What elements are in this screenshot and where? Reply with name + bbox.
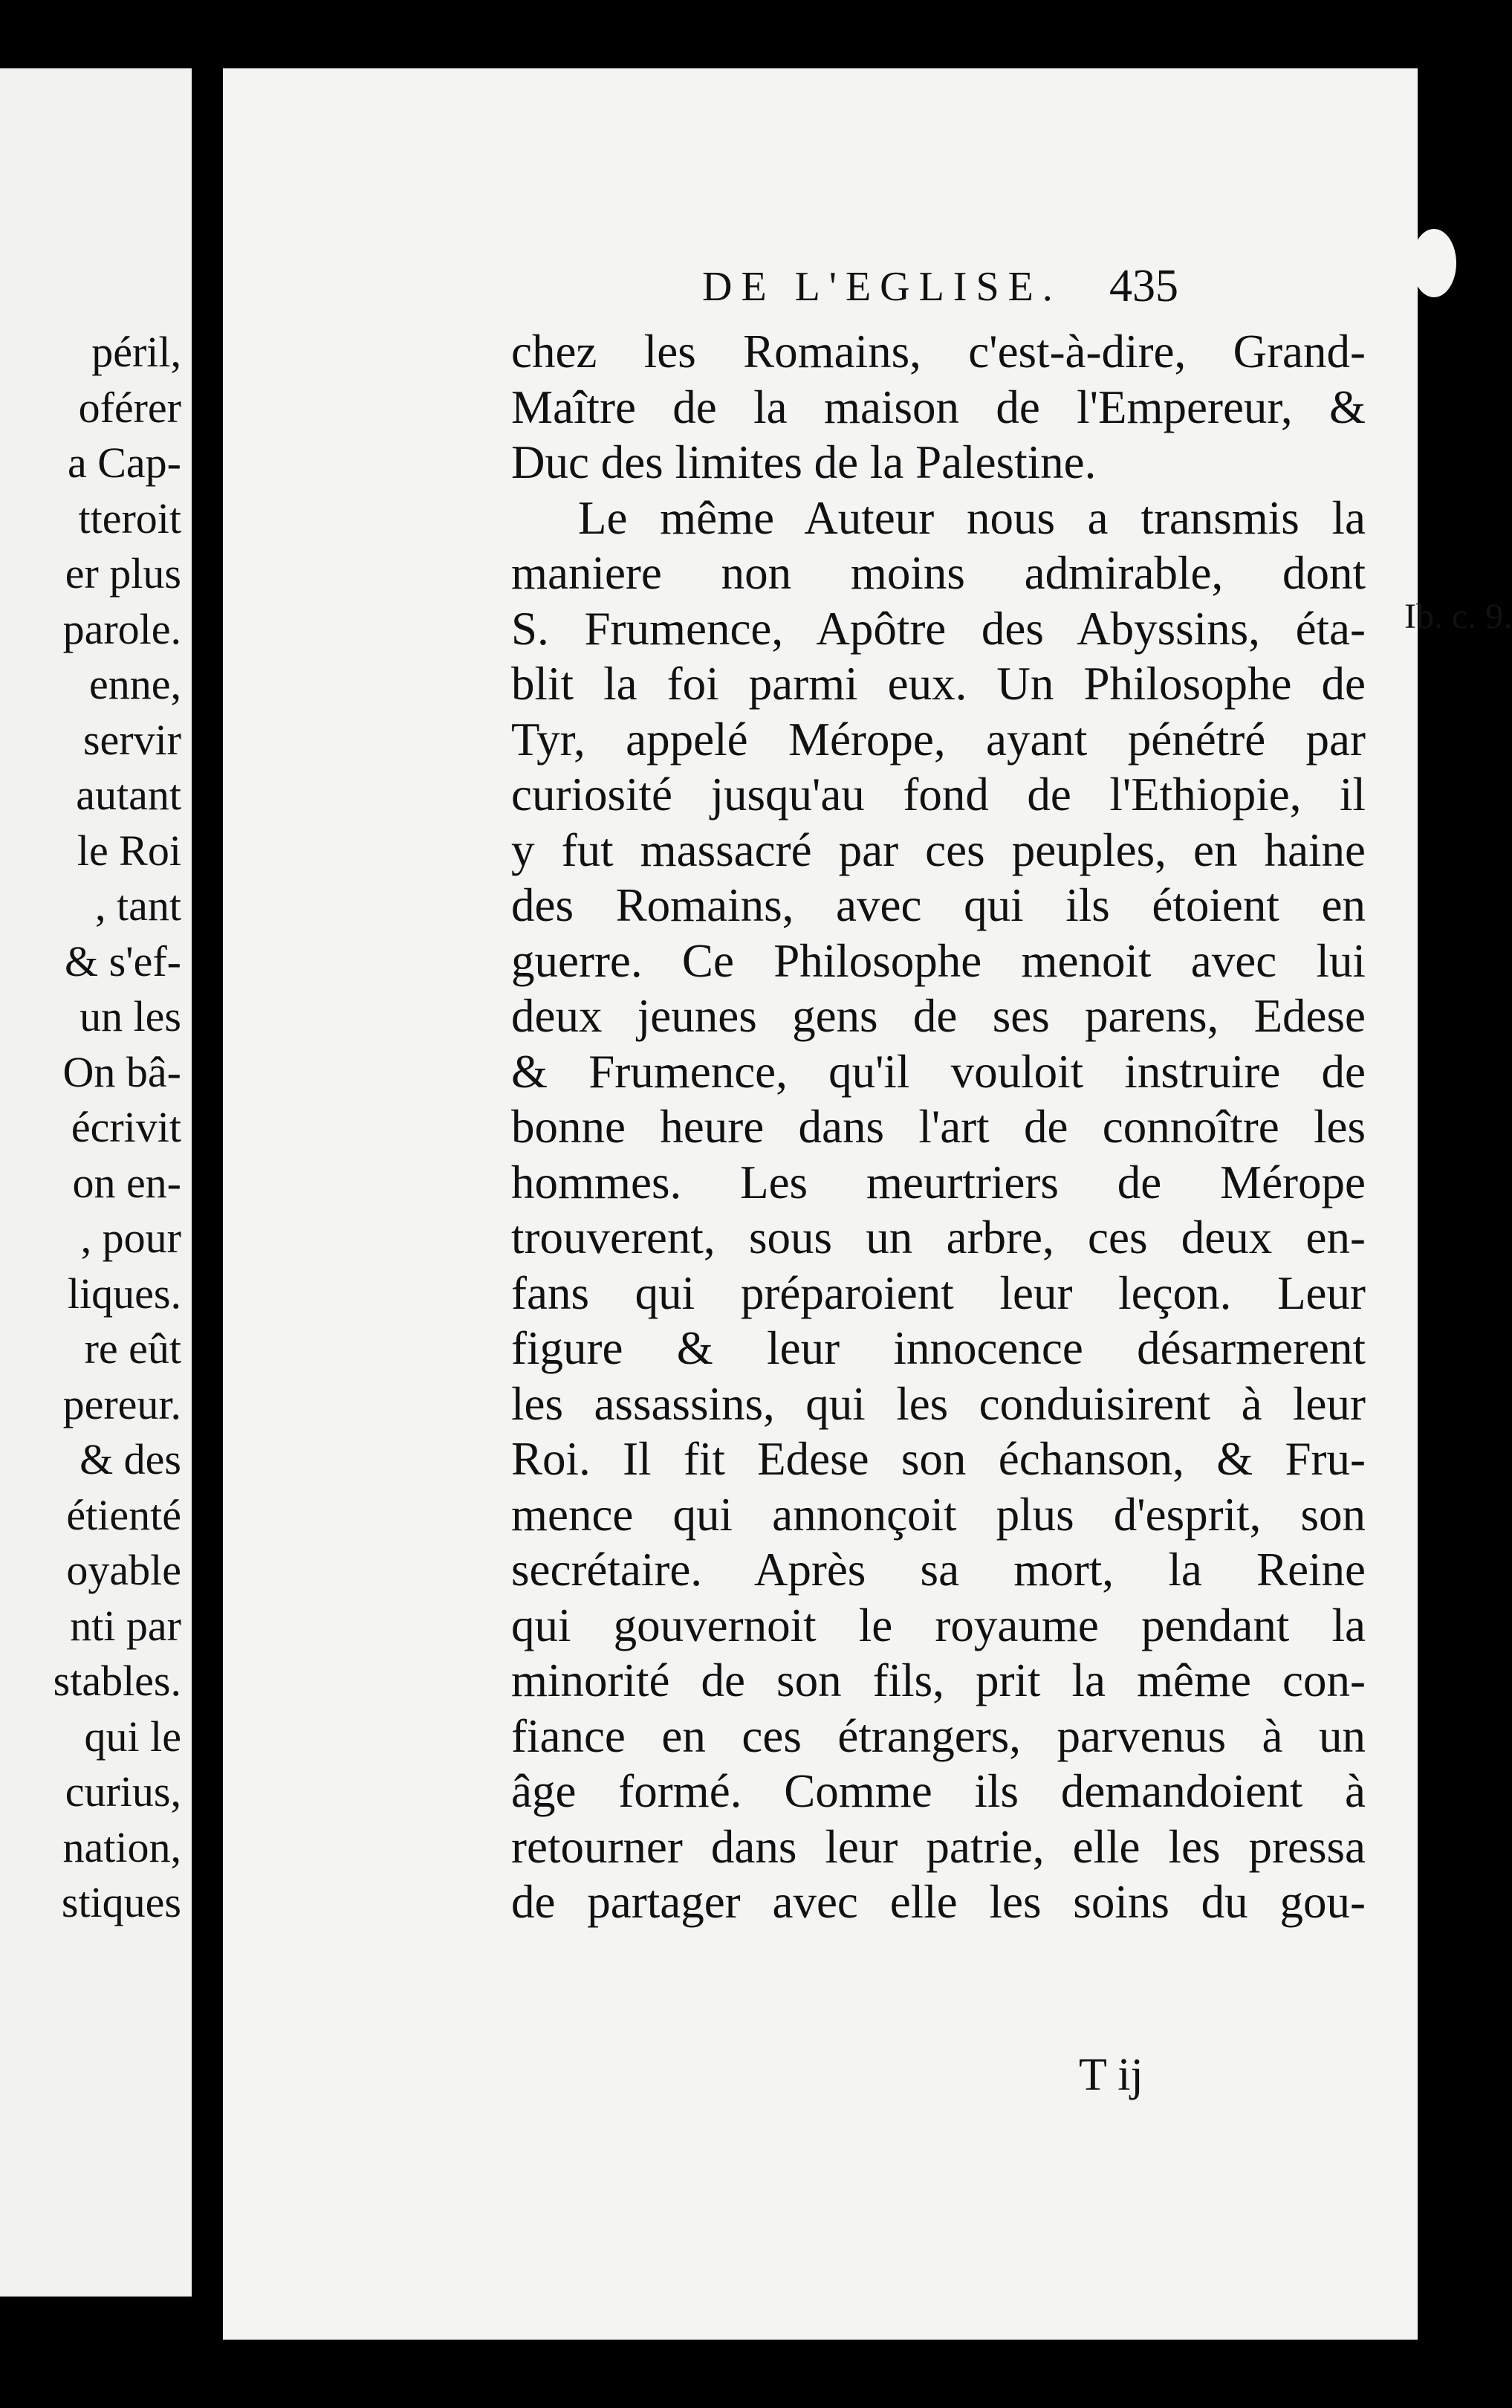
left-page-line: écrivit [71, 1103, 181, 1151]
text-line: fans qui préparoient leur leçon. Leur [511, 1266, 1366, 1319]
left-page-text [53, 325, 181, 1931]
text-line: âge formé. Comme ils demandoient à [511, 1765, 1366, 1817]
page-number: 435 [1109, 261, 1178, 311]
text-line: chez les Romains, c'est-à-dire, Grand- [511, 326, 1366, 378]
text-line: figure & leur innocence désarmerent [511, 1322, 1366, 1374]
left-page-line: er plus [65, 549, 181, 598]
left-page-line: & des [80, 1435, 181, 1483]
left-page-line: autant [76, 771, 181, 819]
text-line: S. Frumence, Apôtre des Abyssins, éta- [511, 602, 1366, 655]
text-line: y fut massacré par ces peuples, en haine [511, 823, 1366, 876]
body-text [511, 324, 1366, 1930]
text-line: blit la foi parmi eux. Un Philosophe de [511, 658, 1366, 710]
left-page-line: nation, [62, 1822, 181, 1871]
text-line: de partager avec elle les soins du gou- [511, 1876, 1366, 1928]
paper-hole [1412, 229, 1456, 297]
margin-note: Ib. c. 9. [1404, 597, 1512, 636]
left-page-line: , pour [80, 1214, 181, 1262]
text-line: & Frumence, qu'il vouloit instruire de [511, 1045, 1366, 1098]
left-page-line: On bâ- [62, 1047, 181, 1096]
main-page [223, 68, 1512, 2340]
running-head: DE L'EGLISE. [702, 264, 1062, 310]
left-page-line: , tant [95, 881, 181, 930]
left-page-line: servir [82, 715, 181, 764]
text-line: Le même Auteur nous a transmis la [578, 491, 1366, 544]
text-line: deux jeunes gens de ses parens, Edese [511, 990, 1366, 1042]
text-line: retourner dans leur patrie, elle les pressa [511, 1820, 1366, 1873]
text-line: secrétaire. Après sa mort, la Reine [511, 1544, 1366, 1596]
text-line: Roi. Il fit Edese son échanson, & Fru- [511, 1433, 1366, 1485]
text-line: minorité de son fils, prit la même con- [511, 1654, 1366, 1706]
left-page-line: re eût [84, 1324, 181, 1373]
text-line: les assassins, qui les conduisirent à leur [511, 1377, 1366, 1430]
left-page-line: on en- [72, 1158, 181, 1207]
left-page-line: liques. [67, 1269, 181, 1318]
left-page-line: oférer [78, 383, 181, 432]
text-line: hommes. Les meurtriers de Mérope [511, 1156, 1366, 1208]
left-page-line: curius, [65, 1767, 181, 1816]
text-line: Tyr, appelé Mérope, ayant pénétré par [511, 713, 1366, 766]
left-page-line: stables. [53, 1657, 181, 1705]
left-page-line: a Cap- [68, 438, 181, 487]
left-page-line: qui le [84, 1712, 181, 1761]
text-line: mence qui annonçoit plus d'esprit, son [511, 1488, 1366, 1541]
text-line: curiosité jusqu'au fond de l'Ethiopie, il [511, 768, 1366, 821]
left-page-line: un les [80, 992, 181, 1040]
left-page-line: & s'ef- [64, 936, 181, 985]
text-line: qui gouvernoit le royaume pendant la [511, 1599, 1366, 1651]
text-line: Maître de la maison de l'Empereur, & [511, 381, 1366, 433]
left-page-line: tteroit [78, 493, 181, 543]
left-page-fragment [0, 68, 192, 2297]
left-page-line: pereur. [62, 1379, 181, 1428]
text-line: fiance en ces étrangers, parvenus à un [511, 1709, 1366, 1762]
signature-mark: T ij [1079, 2050, 1143, 2100]
left-page-line: parole. [62, 604, 181, 653]
text-line: trouverent, sous un arbre, ces deux en- [511, 1211, 1366, 1263]
text-line: des Romains, avec qui ils étoient en [511, 879, 1366, 931]
text-line: Duc des limites de la Palestine. [511, 436, 1097, 488]
left-page-line: stiques [61, 1878, 181, 1926]
left-page-line: étienté [66, 1490, 181, 1539]
left-page-line: le Roi [77, 826, 181, 875]
text-line: guerre. Ce Philosophe menoit avec lui [511, 934, 1366, 987]
left-page-line: péril, [91, 328, 181, 376]
left-page-line: nti par [70, 1601, 181, 1650]
left-page-line: enne, [89, 660, 181, 708]
text-line: maniere non moins admirable, dont [511, 547, 1366, 599]
text-line: bonne heure dans l'art de connoître les [511, 1101, 1366, 1153]
left-page-line: oyable [66, 1546, 181, 1594]
